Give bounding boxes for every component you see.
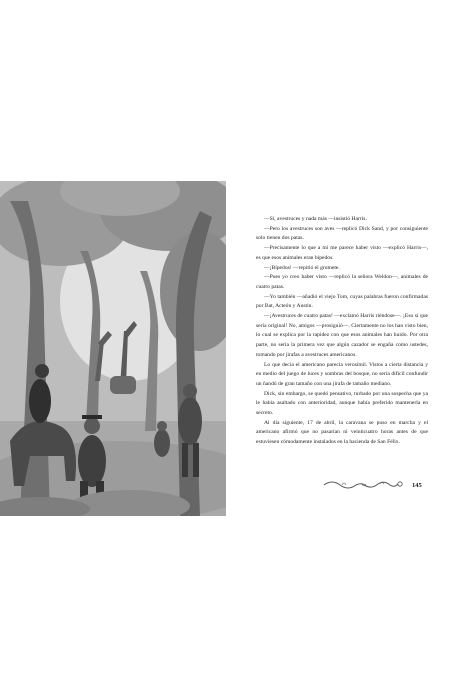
text-page bbox=[226, 181, 452, 516]
forest-illustration bbox=[0, 181, 226, 516]
paragraph: —Pues yo creo haber visto —replicó la señora Weldon—, animales de cuatro patas. bbox=[256, 274, 428, 290]
paragraph: Lo que decía el americano parecía verosímil. Vistos a cierta distancia y en medio del juego de luces y sombras del bosque, no sería difícil confundir un ñandú de gran tamaño con una jirafa de tamaño mediano. bbox=[256, 361, 428, 387]
vine-ornament bbox=[322, 477, 406, 491]
paragraph: Al día siguiente, 17 de abril, la caravana se puso en marcha y el americano afirmó que no pasarían ni veinticuatro horas antes de que estuviesen cómodamente instalados en la hacienda de San Félix. bbox=[256, 419, 428, 446]
illustration-art bbox=[0, 181, 226, 516]
paragraph: —¡Bípedos! —repitió el grumete. bbox=[264, 264, 340, 271]
paragraph: —Yo también —añadió el viejo Tom, cuyas palabras fueron confirmadas por Bat, Acteón y Austin. bbox=[256, 293, 428, 310]
paragraph: —Pero los avestruces son aves —replicó Dick Sand, y por consiguiente solo tienen dos patas. bbox=[256, 225, 428, 242]
paragraph: Dick, sin embargo, se quedó pensativo, turbado por una sospecha que ya le había asaltado con anterioridad, aunque había preferido mantenerla en secreto. bbox=[256, 390, 428, 417]
paragraph: —¡Avestruces de cuatro patas! —exclamó Harris riéndose—. ¡Eso sí que sería original! No, amigos —prosiguió—. Ciertamente no los han visto bien, lo cual se explica por la rapidez con que esos animales han huido. Por otra parte, no sería la primera vez que algún cazador se engaña como ustedes, tomando por jirafas a avestruces americanos. bbox=[256, 313, 428, 358]
paragraph: —Sí, avestruces y nada más —insistió Harris. bbox=[264, 216, 367, 222]
page-number: 145 bbox=[412, 482, 422, 489]
paragraph: —Precisamente lo que a mí me parece haber visto —explicó Harris—, es que esos animales eran bípedos. bbox=[256, 245, 428, 261]
book-spread bbox=[0, 181, 452, 516]
body-text bbox=[256, 215, 428, 448]
